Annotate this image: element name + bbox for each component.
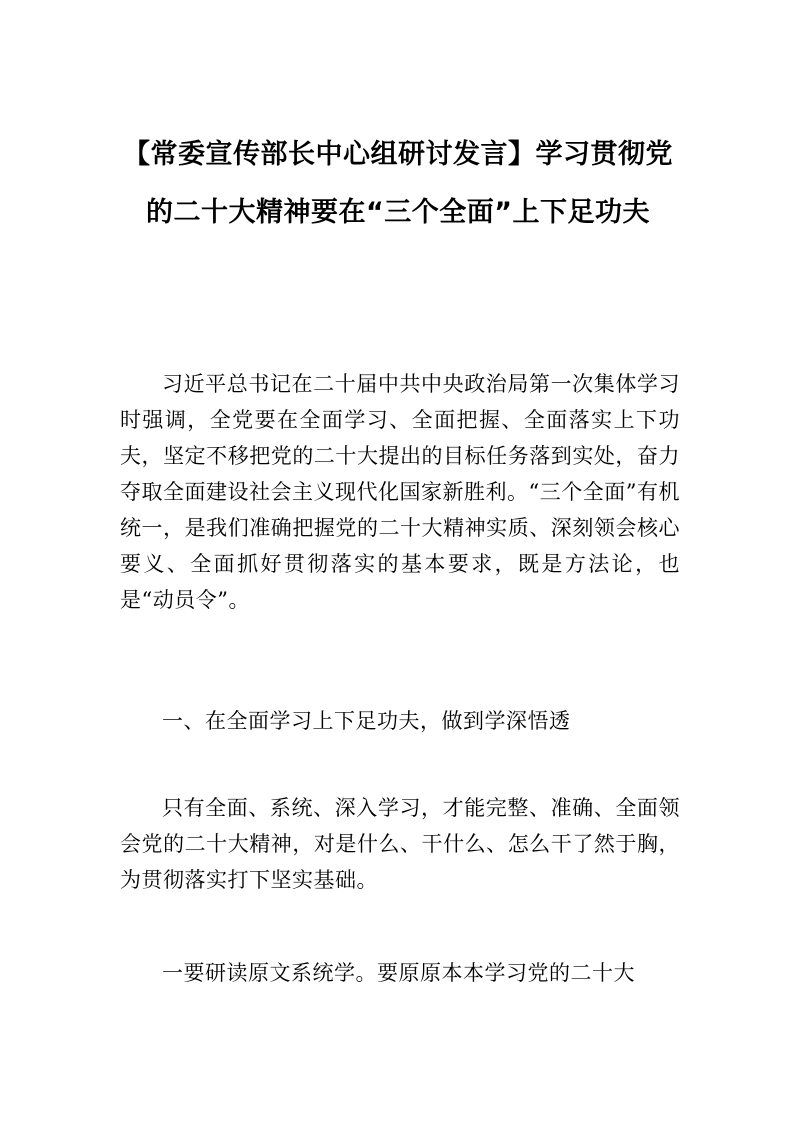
subsection-paragraph: 一要研读原文系统学。要原原本本学习党的二十大: [162, 961, 635, 985]
section-paragraph: 只有全面、系统、深入学习，才能完整、准确、全面领会党的二十大精神，对是什么、干什么、怎么干了然于胸，为贯彻落实打下坚实基础。: [120, 796, 680, 892]
intro-paragraph: 习近平总书记在二十届中共中央政治局第一次集体学习时强调，全党要在全面学习、全面把握、全面落实上下功夫，坚定不移把党的二十大提出的目标任务落到实处，奋力夺取全面建设社会主义现代化国家新胜利。“三个全面”有机统一，是我们准确把握党的二十大精神实质、深刻领会核心要义、全面抓好贯彻落实的基本要求，既是方法论，也是“动员令”。: [120, 372, 680, 612]
document-title: 【常委宣传部长中心组研讨发言】学习贯彻党的二十大精神要在“三个全面”上下足功夫: [123, 139, 673, 228]
section-heading: 一、在全面学习上下足功夫，做到学深悟透: [162, 709, 571, 733]
